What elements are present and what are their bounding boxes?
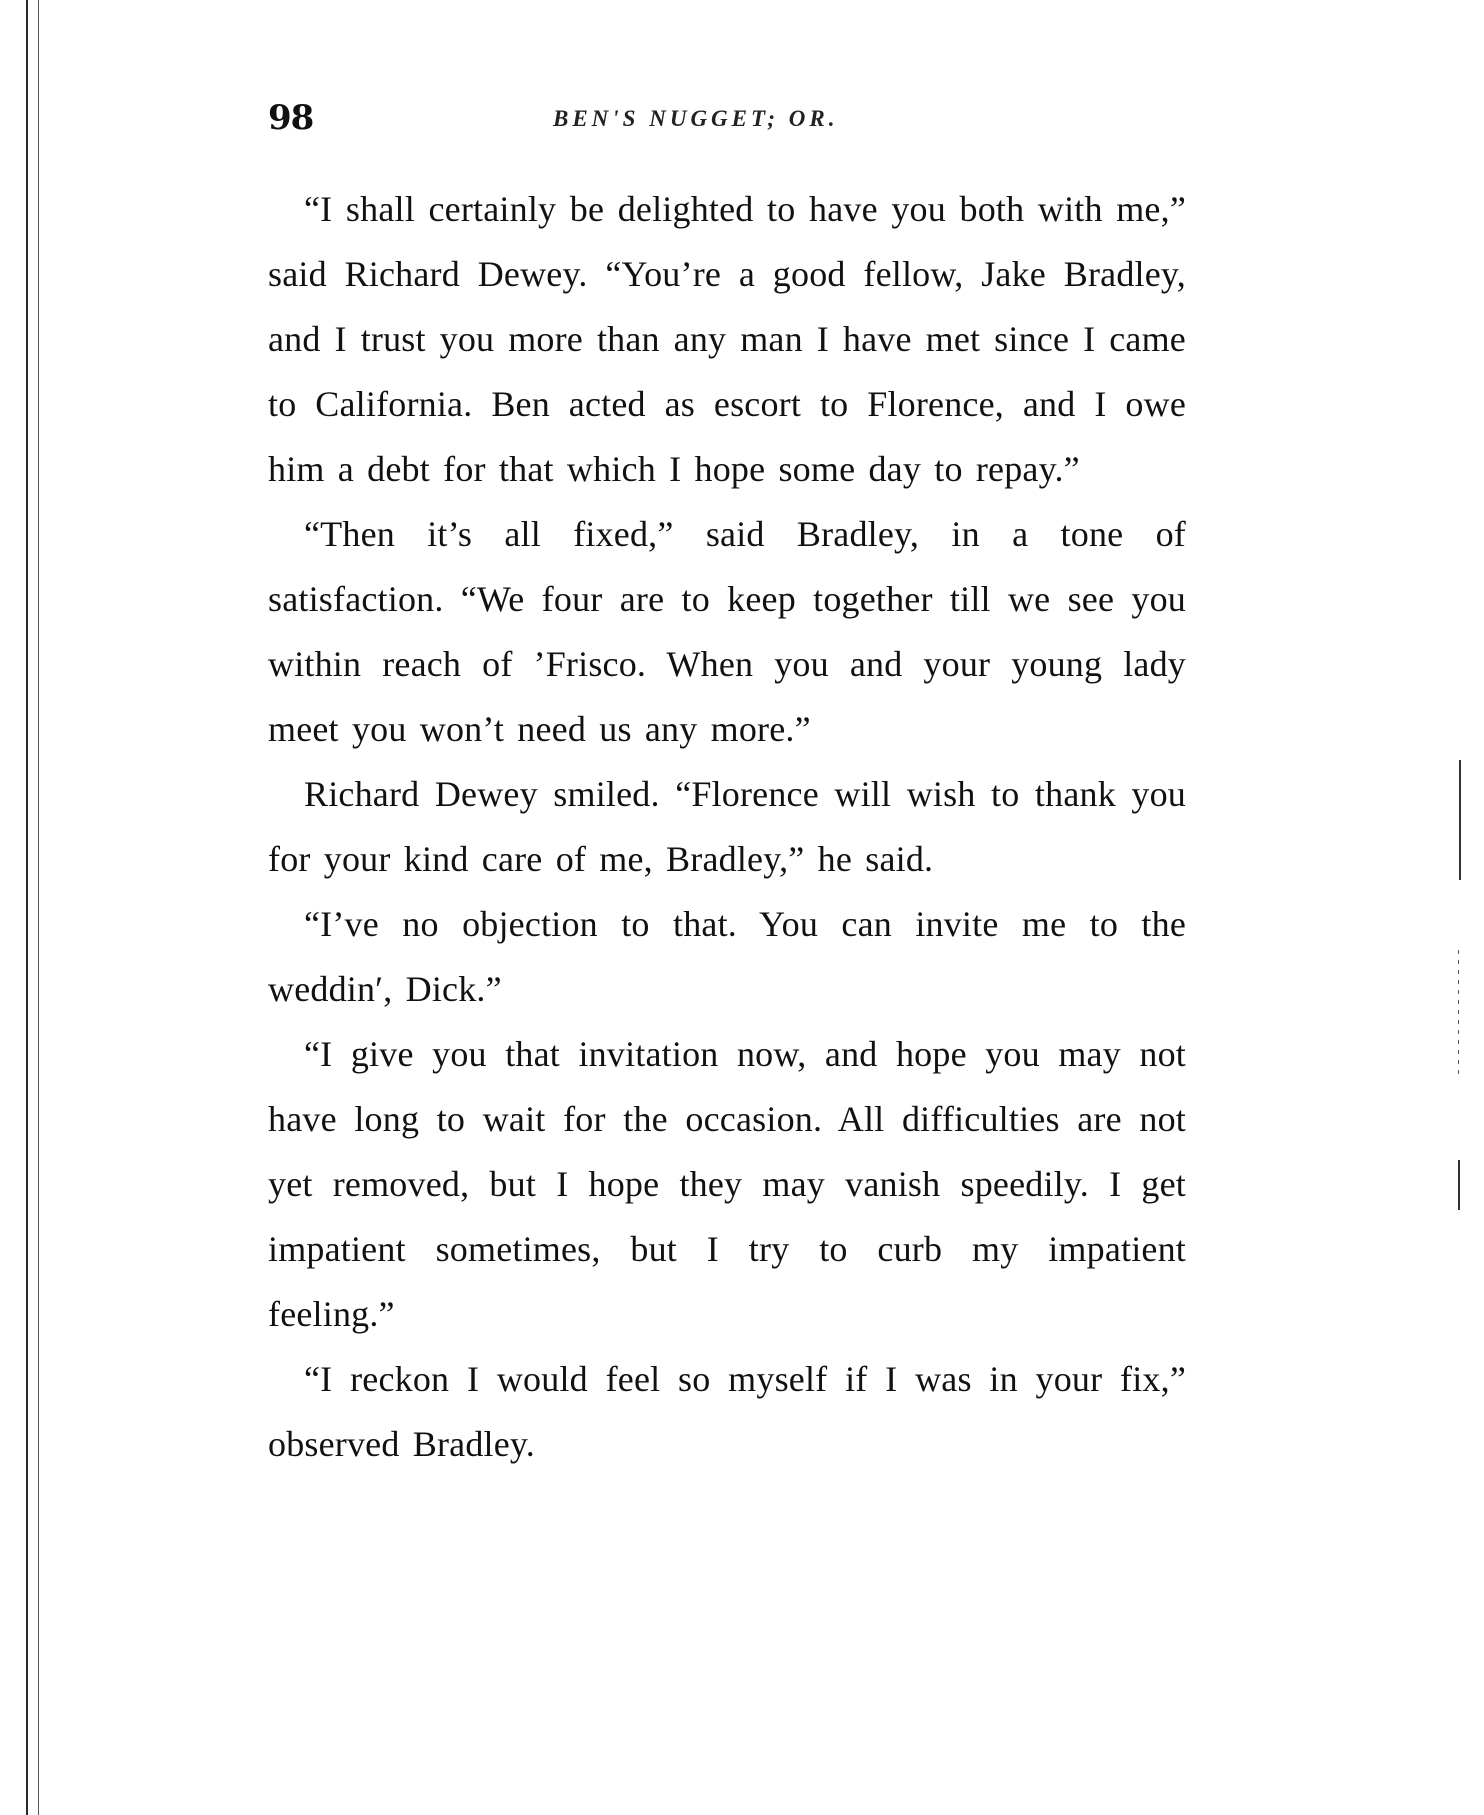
paragraph: “Then it’s all fixed,” said Bradley, in a tone of satisfaction. “We four are to keep together till we see you within reach of ’Frisco. When you and your young lady meet you won’t need us any more.”: [268, 514, 1186, 749]
scan-edge-mark-dotted: [1458, 950, 1459, 1080]
page-body: [268, 177, 1186, 1477]
paragraph: Richard Dewey smiled. “Florence will wish to thank you for your kind care of me, Bradley,” he said.: [268, 774, 1186, 879]
paragraph: “I reckon I would feel so myself if I was in your fix,” observed Bradley.: [268, 1359, 1186, 1464]
paragraph: “I’ve no objection to that. You can invite me to the weddin′, Dick.”: [268, 904, 1186, 1009]
page-header: [268, 98, 1198, 148]
scan-edge-mark: [1459, 760, 1461, 880]
paragraph: “I shall certainly be delighted to have you both with me,” said Richard Dewey. “You’re a good fellow, Jake Bradley, and I trust you more than any man I have met since I came to California. Ben acted as escort to Florence, and I owe him a debt for that which I hope some day to repay.”: [268, 189, 1186, 489]
binding-edge-line-inner: [38, 0, 39, 1815]
binding-edge-line: [26, 0, 28, 1815]
scan-edge-mark-lower: [1458, 1160, 1460, 1210]
paragraph: “I give you that invitation now, and hope you may not have long to wait for the occasion. All difficulties are not yet removed, but I hope they may vanish speedily. I get impatient sometimes, but I try to curb my impatient feeling.”: [268, 1034, 1186, 1334]
running-title: BEN'S NUGGET; OR.: [553, 106, 839, 131]
page-number: 98: [268, 98, 314, 138]
